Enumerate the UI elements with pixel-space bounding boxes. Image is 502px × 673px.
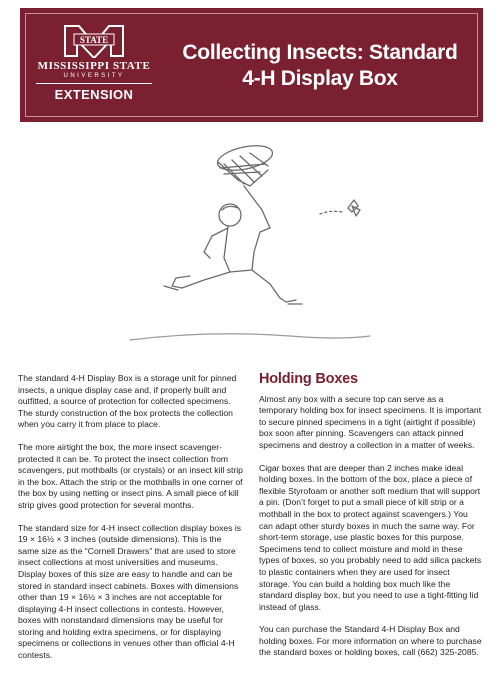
holding-boxes-paragraph-3: You can purchase the Standard 4-H Display Box and holding boxes. For more information on where to purchase the standard boxes or holding boxes, call (662) 325-2085. [259,624,482,658]
intro-column [18,373,244,673]
logo-university-label: UNIVERSITY [63,73,125,79]
page-title-line-2: 4-H Display Box [242,67,398,90]
logo-university-name: MISSISSIPPI STATE [37,60,151,72]
state-m-badge-icon [63,24,125,58]
holding-boxes-heading: Holding Boxes [259,371,358,387]
boy-with-butterfly-net-illustration [120,140,380,355]
logo-divider [36,83,152,84]
holding-boxes-paragraph-1: Almost any box with a secure top can serve as a temporary holding box for insect specimens. It is important to secure pinned specimens in a tight (airtight if possible) box soon after pinning. Scavengers can attack pinned specimens and destroy a collection in a matter of weeks. [259,393,482,450]
holding-boxes-paragraph-2: Cigar boxes that are deeper than 2 inches make ideal holding boxes. In the bottom of the box, place a piece of flexible Styrofoam or another soft medium that will support a pin. (Don’t forget to put a small piece of kill strip or a mothball in the box to protect against scavengers.) You can adapt other sturdy boxes in much the same way. For short-term storage, use plastic boxes for this purpose. Specimens tend to collect moisture and mold in these types of boxes, so you probably need to add silica packets to plastic containers when they are used for insect storage. You can build a holding box much like the standard display box, but you need to use a tight-fitting lid instead of glass. [259,462,482,612]
intro-paragraph-3: The standard size for 4-H insect collection display boxes is 19 × 16½ × 3 inches (outside dimensions). This is the same size as the “Cornell Drawers” that are used to store insect collections at most universities and museums. Display boxes of this size are easy to handle and can be stored in standard insect cabinets. Boxes with dimensions other than 19 × 16½ × 3 inches are not acceptable for displaying 4-H insect collections in contests. However, boxes with nonstandard dimensions may be useful for storing and holding extra specimens, or for displaying specimens or collections in venues other than official 4-H contests. [18,522,242,661]
holding-boxes-column [259,371,483,670]
intro-paragraph-1: The standard 4-H Display Box is a storage unit for pinned insects, a unique display case and, if properly built and outfitted, a source of protection for collected specimens. The sturdy construction of the box protects the collection when you carry it from place to place. [18,373,237,430]
state-badge-text: STATE [79,35,109,45]
page-title-line-1: Collecting Insects: Standard [182,41,458,64]
intro-paragraph-2: The more airtight the box, the more insect scavenger-protected it can be. To protect the insect collection from scavengers, put mothballs (or crystals) or an insect kill strip in the box. Attach the strip or the mothballs in one corner of the box by using netting or insect pins. A small piece of kill strip gives good protection for several months. [18,441,243,510]
header-banner [20,8,483,122]
page-title [170,40,470,92]
msu-extension-logo [34,24,154,110]
butterfly-net-icon [215,141,274,228]
butterfly-icon [320,200,360,216]
logo-extension-label: EXTENSION [54,87,134,102]
